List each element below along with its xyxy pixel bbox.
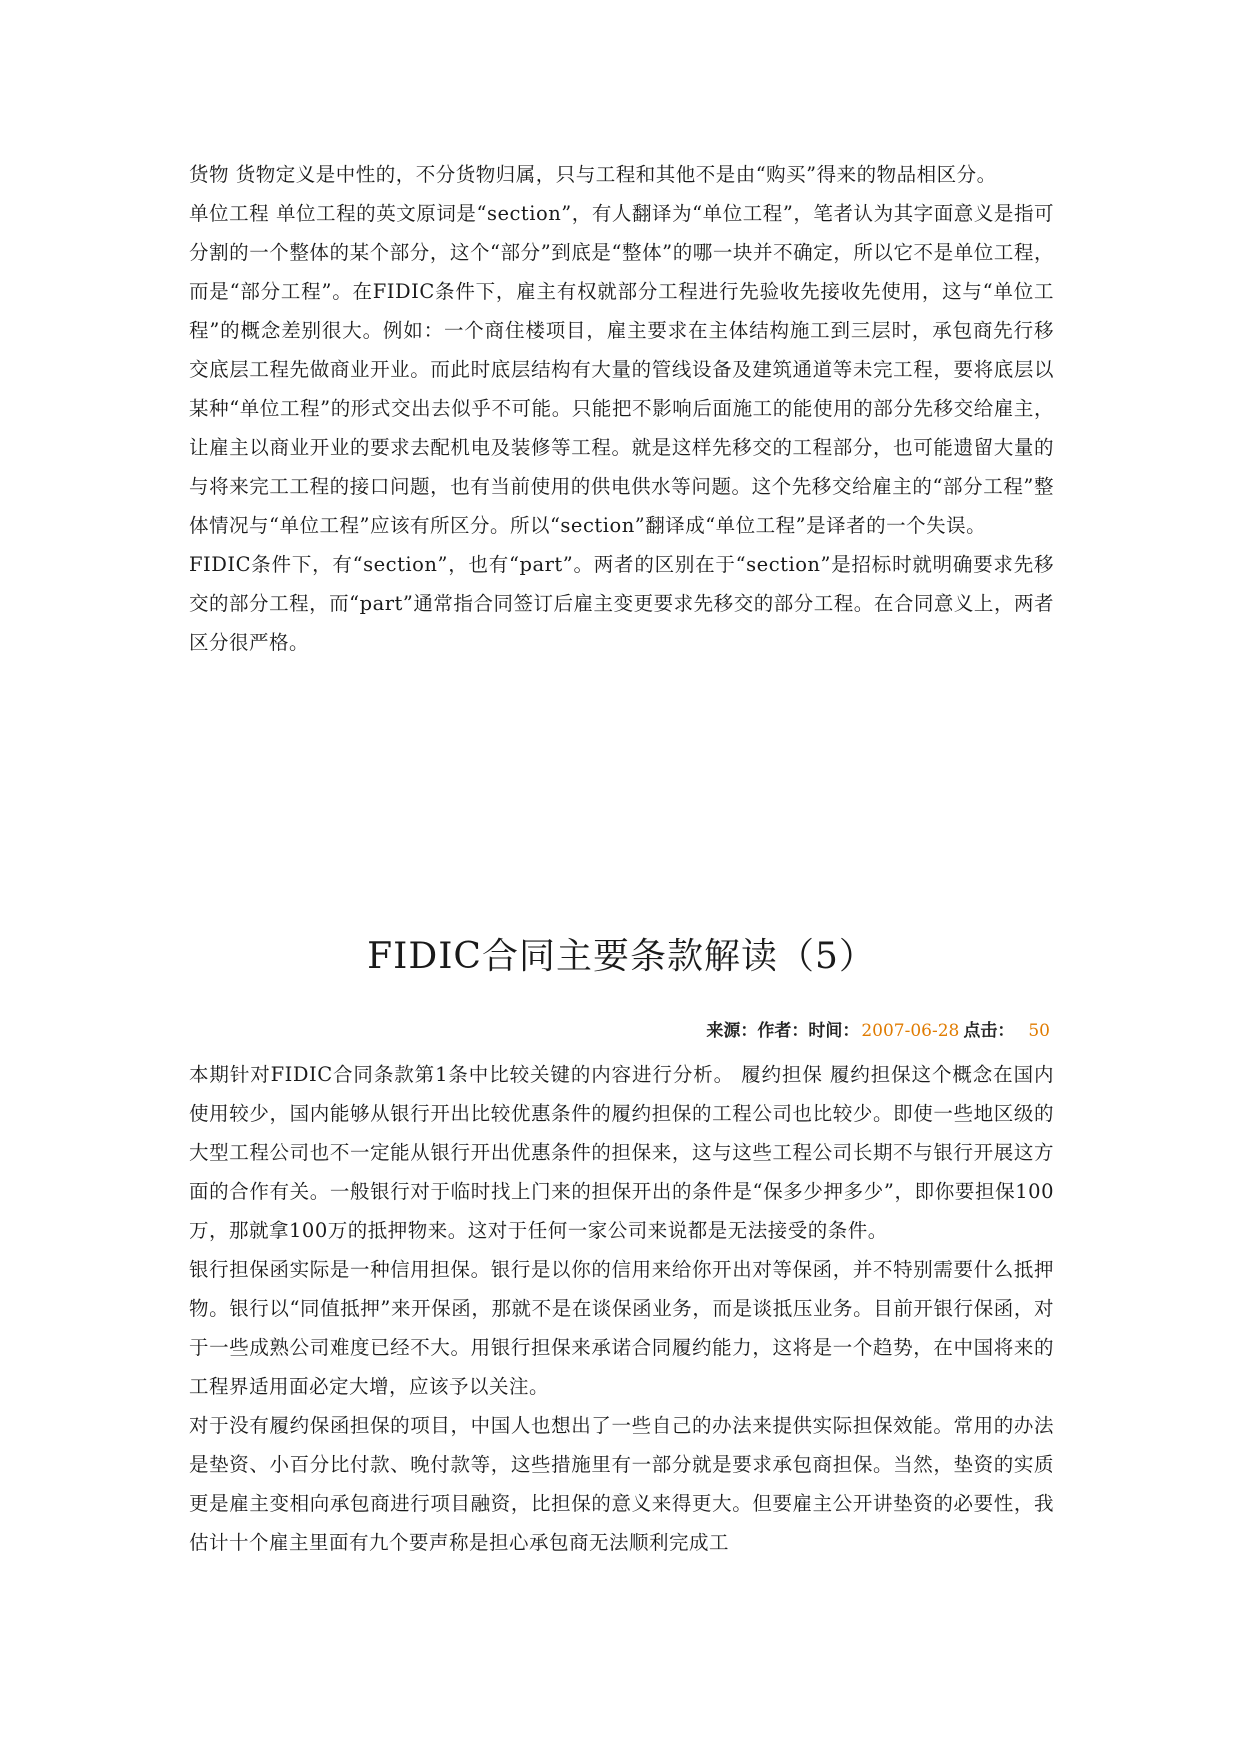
paragraph-alternatives: 对于没有履约保函担保的项目，中国人也想出了一些自己的办法来提供实际担保效能。常用的办法是垫资、小百分比付款、晚付款等，这些措施里有一部分就是要求承包商担保。当然，垫资的实质更是雇主变相向承包商进行项目融资，比担保的意义来得更大。但要雇主公开讲垫资的必要性，我估计十个雇主里面有九个要声称是担心承包商无法顺利完成工 — [189, 1414, 1054, 1554]
top-text-block — [189, 155, 1054, 662]
article-body — [189, 1055, 1054, 1562]
article-meta — [706, 1018, 1054, 1044]
publish-date: 2007-06-28 — [861, 1021, 960, 1041]
time-label: 时间： — [808, 1021, 860, 1041]
paragraph-section-vs-part: FIDIC条件下，有“section”，也有“part”。两者的区别在于“section”是招标时就明确要求先移交的部分工程，而“part”通常指合同签订后雇主变更要求先移交的部分工程。在合同意义上，两者区分很严格。 — [189, 553, 1054, 654]
paragraph-performance-guarantee: 本期针对FIDIC合同条款第1条中比较关键的内容进行分析。 履约担保 履约担保这个概念在国内使用较少，国内能够从银行开出比较优惠条件的履约担保的工程公司也比较少。即使一些地区级的大型工程公司也不一定能从银行开出优惠条件的担保来，这与这些工程公司长期不与银行开展这方面的合作有关。一般银行对于临时找上门来的担保开出的条件是“保多少押多少”，即你要担保100万，那就拿100万的抵押物来。这对于任何一家公司来说都是无法接受的条件。 — [189, 1063, 1054, 1242]
author-label: 作者： — [757, 1021, 809, 1041]
hits-label: 点击： — [963, 1021, 1015, 1041]
paragraph-goods: 货物 货物定义是中性的，不分货物归属，只与工程和其他不是由“购买”得来的物品相区分。 — [189, 163, 997, 186]
paragraph-bank-guarantee: 银行担保函实际是一种信用担保。银行是以你的信用来给你开出对等保函，并不特别需要什么抵押物。银行以“同值抵押”来开保函，那就不是在谈保函业务，而是谈抵压业务。目前开银行保函，对于一些成熟公司难度已经不大。用银行担保来承诺合同履约能力，这将是一个趋势，在中国将来的工程界适用面必定大增，应该予以关注。 — [189, 1258, 1054, 1398]
paragraph-section-definition: 单位工程 单位工程的英文原词是“section”，有人翻译为“单位工程”，笔者认为其字面意义是指可分割的一个整体的某个部分，这个“部分”到底是“整体”的哪一块并不确定，所以它不是单位工程，而是“部分工程”。在FIDIC条件下，雇主有权就部分工程进行先验收先接收先使用，这与“单位工程”的概念差别很大。例如：一个商住楼项目，雇主要求在主体结构施工到三层时，承包商先行移交底层工程先做商业开业。而此时底层结构有大量的管线设备及建筑通道等未完工程，要将底层以某种“单位工程”的形式交出去似乎不可能。只能把不影响后面施工的能使用的部分先移交给雇主，让雇主以商业开业的要求去配机电及装修等工程。就是这样先移交的工程部分，也可能遗留大量的与将来完工工程的接口问题，也有当前使用的供电供水等问题。这个先移交给雇主的“部分工程”整体情况与“单位工程”应该有所区分。所以“section”翻译成“单位工程”是译者的一个失误。 — [189, 202, 1054, 537]
source-label: 来源： — [706, 1021, 758, 1041]
hits-count: 50 — [1028, 1021, 1050, 1041]
article-title: FIDIC合同主要条款解读（5） — [367, 936, 876, 977]
